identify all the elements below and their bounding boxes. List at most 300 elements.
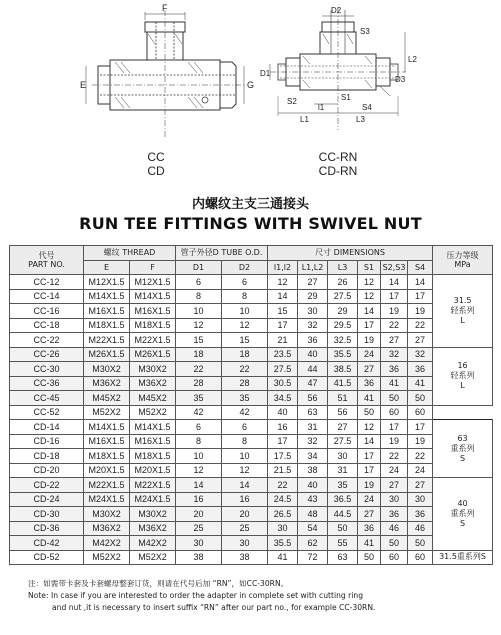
table-cell: 19 (381, 304, 408, 319)
header-col-l1l2: l1,l2 (268, 260, 298, 275)
table-cell: 12 (222, 318, 268, 333)
pressure-rating-cell (433, 478, 493, 551)
table-cell: M42X2 (130, 536, 176, 551)
right-tee-drawing (270, 8, 406, 130)
part-no-cell: CD-22 (10, 478, 84, 493)
header-col-s4: S4 (408, 260, 433, 275)
table-cell: 30 (408, 492, 433, 507)
part-no-cell: CC-26 (10, 347, 84, 362)
part-no-cell: CC-45 (10, 391, 84, 406)
table-cell: M14X1.5 (130, 420, 176, 435)
table-cell: 38 (176, 550, 222, 565)
part-no-cell: CC-14 (10, 289, 84, 304)
table-row (10, 376, 493, 391)
table-cell: 28 (222, 376, 268, 391)
table-row (10, 347, 493, 362)
table-cell: 41 (381, 376, 408, 391)
table-cell: M16X1.5 (130, 304, 176, 319)
table-cell: 6 (176, 420, 222, 435)
table-cell: 14 (358, 304, 381, 319)
table-cell: 35 (222, 391, 268, 406)
label-S1: S1 (341, 93, 351, 102)
pressure-line: 重系列 (450, 508, 475, 518)
table-cell: 17 (408, 420, 433, 435)
table-cell: 30 (381, 492, 408, 507)
table-cell: 22 (381, 318, 408, 333)
table-cell: 14 (358, 434, 381, 449)
caption-right-ccrn: CC-RN (318, 150, 358, 164)
table-cell: 46 (381, 521, 408, 536)
table-cell: 41 (268, 550, 298, 565)
part-no-cell: CD-14 (10, 420, 84, 435)
header-col-f: F (130, 260, 176, 275)
pressure-line: 31.5 (453, 295, 472, 305)
table-cell: M36X2 (130, 376, 176, 391)
table-cell: 10 (176, 449, 222, 464)
table-row (10, 405, 493, 420)
table-cell: 51 (328, 391, 358, 406)
table-cell: 35.5 (268, 536, 298, 551)
table-cell: 41 (408, 376, 433, 391)
table-cell: 19 (358, 333, 381, 348)
table-cell: 6 (222, 420, 268, 435)
table-cell: M22X1.5 (84, 333, 130, 348)
part-no-cell: CD-36 (10, 521, 84, 536)
table-cell: 22 (408, 318, 433, 333)
pressure-rating-cell (433, 550, 493, 565)
table-cell: 6 (176, 275, 222, 290)
table-cell: 31 (298, 420, 328, 435)
table-cell: M16X1.5 (84, 434, 130, 449)
table-cell: 21.5 (268, 463, 298, 478)
pressure-line: 轻系列 (450, 305, 475, 315)
table-cell: 56 (298, 391, 328, 406)
table-cell: 12 (358, 289, 381, 304)
pressure-line: L (460, 381, 465, 390)
label-S4: S4 (362, 103, 372, 112)
table-cell: 35 (176, 391, 222, 406)
label-L1: L1 (300, 115, 309, 124)
table-cell: 27.5 (268, 362, 298, 377)
header-col-d2: D2 (222, 260, 268, 275)
part-no-cell: CD-24 (10, 492, 84, 507)
header-col-L1L2: L1,L2 (298, 260, 328, 275)
table-cell: 36 (298, 333, 328, 348)
table-cell: 41 (358, 536, 381, 551)
table-cell: 41 (358, 391, 381, 406)
header-col-l3: L3 (328, 260, 358, 275)
table-cell: 19 (408, 434, 433, 449)
header-pressure-unit: MPa (454, 260, 471, 269)
table-cell: 46 (408, 521, 433, 536)
table-cell: 38 (298, 463, 328, 478)
table-cell: 60 (408, 550, 433, 565)
table-cell: 60 (381, 405, 408, 420)
table-cell: 14 (268, 289, 298, 304)
table-cell: 26.5 (268, 507, 298, 522)
table-cell: 29 (328, 304, 358, 319)
header-col-s2s3: S2,S3 (381, 260, 408, 275)
header-col-d1: D1 (176, 260, 222, 275)
table-cell: 40 (268, 405, 298, 420)
pressure-line: 31.5重系列S (439, 552, 486, 562)
table-cell: 17 (268, 318, 298, 333)
table-cell: 50 (328, 521, 358, 536)
technical-drawing (0, 0, 501, 190)
label-L3: L3 (356, 115, 365, 124)
table-cell: 17 (381, 420, 408, 435)
table-header-row-1 (10, 246, 493, 261)
table-cell: 50 (408, 391, 433, 406)
table-cell: 72 (298, 550, 328, 565)
title-chinese: 内螺纹主支三通接头 (191, 197, 309, 212)
part-no-cell: CC-12 (10, 275, 84, 290)
table-cell: 18 (176, 347, 222, 362)
table-cell: 30 (298, 304, 328, 319)
table-cell: 27 (358, 362, 381, 377)
table-cell: 36 (358, 521, 381, 536)
table-row (10, 536, 493, 551)
table-cell: M16X1.5 (130, 434, 176, 449)
table-cell: 25 (222, 521, 268, 536)
table-cell: 14 (176, 478, 222, 493)
table-row (10, 507, 493, 522)
table-cell: 30.5 (268, 376, 298, 391)
table-cell: 24 (381, 463, 408, 478)
table-cell: 17 (358, 463, 381, 478)
table-cell: 36 (358, 376, 381, 391)
table-cell: 19 (381, 434, 408, 449)
header-col-e: E (84, 260, 130, 275)
label-G: G (247, 80, 255, 90)
table-cell: 48 (298, 507, 328, 522)
table-cell: 31 (328, 463, 358, 478)
table-cell: 47 (298, 376, 328, 391)
table-cell: 60 (381, 550, 408, 565)
table-cell: 12 (176, 463, 222, 478)
table-cell: 12 (268, 275, 298, 290)
table-cell: 42 (176, 405, 222, 420)
table-cell: M52X2 (84, 405, 130, 420)
header-pressure (433, 246, 493, 275)
label-S2: S2 (287, 97, 297, 106)
header-pressure-cn: 压力等级 (446, 251, 479, 260)
table-row (10, 492, 493, 507)
table-cell: M12X1.5 (130, 275, 176, 290)
table-cell: M36X2 (84, 376, 130, 391)
table-cell: 22 (222, 362, 268, 377)
table-cell: 17 (268, 434, 298, 449)
table-cell: 38 (222, 550, 268, 565)
title-english: RUN TEE FITTINGS WITH SWIVEL NUT (79, 214, 422, 233)
table-cell: 30 (176, 536, 222, 551)
table-cell: 6 (222, 275, 268, 290)
table-cell: 12 (358, 420, 381, 435)
table-cell: 8 (176, 434, 222, 449)
footnote (28, 578, 498, 614)
table-cell: 12 (176, 318, 222, 333)
table-row (10, 333, 493, 348)
table-cell: 16 (176, 492, 222, 507)
table-cell: 40 (298, 478, 328, 493)
table-cell: 24 (358, 347, 381, 362)
table-cell: 16 (268, 420, 298, 435)
label-D3: D3 (395, 75, 406, 84)
table-cell: 22 (176, 362, 222, 377)
table-cell: 27 (358, 507, 381, 522)
part-no-cell: CC-22 (10, 333, 84, 348)
caption-right-cdrn: CD-RN (318, 164, 358, 178)
table-cell: M20X1.5 (84, 463, 130, 478)
table-cell: 36 (408, 362, 433, 377)
table-cell: 56 (328, 405, 358, 420)
part-no-cell: CC-16 (10, 304, 84, 319)
table-cell: 54 (298, 521, 328, 536)
table-cell: 50 (381, 391, 408, 406)
pressure-line: 16 (457, 361, 468, 370)
table-cell: 24 (408, 463, 433, 478)
table-cell: 29 (298, 289, 328, 304)
pressure-rating-cell (433, 275, 493, 348)
table-cell: 8 (176, 289, 222, 304)
table-cell: 38.5 (328, 362, 358, 377)
part-no-cell: CD-52 (10, 550, 84, 565)
header-part-no-cn: 代号 (38, 251, 55, 260)
table-cell: 17.5 (268, 449, 298, 464)
label-l1: l1 (318, 103, 325, 112)
table-cell: 25 (176, 521, 222, 536)
note-english-1: Note: In case if you are interested to order the adapter in complete set with cutting ring (28, 591, 364, 600)
table-cell: 32 (298, 318, 328, 333)
left-tee-drawing (86, 10, 246, 138)
table-cell: 18 (222, 347, 268, 362)
pressure-rating-cell (433, 420, 493, 478)
table-cell: 36 (381, 362, 408, 377)
table-row (10, 463, 493, 478)
table-cell: 60 (408, 405, 433, 420)
table-cell: 32 (381, 347, 408, 362)
table-cell: 32.5 (328, 333, 358, 348)
table-cell: M18X1.5 (84, 318, 130, 333)
table-cell: 23.5 (268, 347, 298, 362)
table-cell: 41.5 (328, 376, 358, 391)
table-row (10, 521, 493, 536)
table-cell: 24 (358, 492, 381, 507)
table-cell: 17 (408, 289, 433, 304)
table-cell: 50 (358, 550, 381, 565)
table-cell: 14 (408, 275, 433, 290)
part-no-cell: CD-18 (10, 449, 84, 464)
table-cell: M52X2 (130, 405, 176, 420)
table-row (10, 275, 493, 290)
table-cell: 50 (358, 405, 381, 420)
table-cell: 27.5 (328, 434, 358, 449)
table-cell: 27 (298, 275, 328, 290)
table-cell: M52X2 (130, 550, 176, 565)
label-L2: L2 (408, 55, 417, 64)
caption-right (312, 150, 364, 178)
table-cell: 27 (408, 333, 433, 348)
table-cell: 10 (222, 304, 268, 319)
table-cell: 19 (408, 304, 433, 319)
table-cell: 27 (328, 420, 358, 435)
pressure-line: 63 (457, 433, 468, 443)
table-cell: M12X1.5 (84, 275, 130, 290)
table-cell: 17 (358, 449, 381, 464)
table-cell: 17 (358, 318, 381, 333)
part-no-cell: CC-30 (10, 362, 84, 377)
header-thread: 螺纹 THREAD (84, 246, 176, 261)
dimension-table (9, 245, 493, 565)
part-no-cell: CD-16 (10, 434, 84, 449)
table-cell: M52X2 (84, 550, 130, 565)
table-row (10, 550, 493, 565)
table-cell: M22X1.5 (130, 478, 176, 493)
table-cell: 30 (222, 536, 268, 551)
caption-left-cc: CC (147, 150, 165, 164)
table-row (10, 289, 493, 304)
table-cell: M22X1.5 (130, 333, 176, 348)
table-row (10, 304, 493, 319)
table-cell: 63 (298, 405, 328, 420)
table-cell: 42 (222, 405, 268, 420)
pressure-line: S (460, 518, 466, 528)
pressure-line: L (460, 315, 465, 325)
table-cell: 50 (381, 536, 408, 551)
table-cell: 14 (381, 275, 408, 290)
table-cell: 35.5 (328, 347, 358, 362)
table-cell: M30X2 (130, 507, 176, 522)
table-cell: 24.5 (268, 492, 298, 507)
table-cell: 22 (408, 449, 433, 464)
header-tube-od: 管子外径D TUBE O.D. (176, 246, 268, 261)
header-dimensions: 尺寸 DIMENSIONS (268, 246, 433, 261)
caption-left-cd: CD (147, 164, 165, 178)
table-cell: M16X1.5 (84, 304, 130, 319)
table-cell: M45X2 (130, 391, 176, 406)
header-part-no-en: PART NO. (28, 260, 65, 269)
table-cell: 43 (298, 492, 328, 507)
table-cell: M14X1.5 (130, 289, 176, 304)
table-cell: 30 (328, 449, 358, 464)
table-cell: 36 (381, 507, 408, 522)
table-cell: 50 (408, 536, 433, 551)
table-cell: M26X1.5 (84, 347, 130, 362)
table-cell: 26 (328, 275, 358, 290)
table-cell: 34.5 (268, 391, 298, 406)
table-cell: 8 (222, 289, 268, 304)
label-E: E (80, 80, 87, 90)
table-cell: 15 (176, 333, 222, 348)
table-cell: 44 (298, 362, 328, 377)
table-cell: 35 (328, 478, 358, 493)
table-cell: M30X2 (130, 362, 176, 377)
table-cell: 22 (381, 449, 408, 464)
table-cell: 16 (222, 492, 268, 507)
table-cell: 34 (298, 449, 328, 464)
note-english-2: and nut ,it is necessary to insert suffix “RN” after our part no., for example CC-30RN. (52, 603, 376, 612)
table-body (10, 275, 493, 565)
label-D2: D2 (331, 6, 342, 15)
table-cell: 44.5 (328, 507, 358, 522)
table-cell: 36.5 (328, 492, 358, 507)
table-cell: 10 (222, 449, 268, 464)
part-no-cell: CD-20 (10, 463, 84, 478)
label-S3: S3 (360, 27, 370, 36)
table-cell: M36X2 (130, 521, 176, 536)
table-cell: 27 (381, 478, 408, 493)
table-cell: M45X2 (84, 391, 130, 406)
part-no-cell: CD-30 (10, 507, 84, 522)
table-cell: 22 (268, 478, 298, 493)
table-cell: 14 (222, 478, 268, 493)
table-cell: 19 (358, 478, 381, 493)
table-cell: 62 (298, 536, 328, 551)
table-cell: 32 (298, 434, 328, 449)
table-row (10, 420, 493, 435)
table-cell: M14X1.5 (84, 289, 130, 304)
table-cell: 12 (222, 463, 268, 478)
caption-left (136, 150, 176, 178)
part-no-cell: CC-52 (10, 405, 84, 420)
table-cell: 15 (268, 304, 298, 319)
table-cell: 55 (328, 536, 358, 551)
header-part-no (10, 246, 84, 275)
table-cell: 15 (222, 333, 268, 348)
table-cell: M36X2 (84, 521, 130, 536)
table-cell: M22X1.5 (84, 478, 130, 493)
pressure-line: 轻系列 (450, 371, 475, 380)
table-cell: M42X2 (84, 536, 130, 551)
table-cell: 8 (222, 434, 268, 449)
table-cell: 17 (381, 289, 408, 304)
table-cell: 27.5 (328, 289, 358, 304)
table-cell: 21 (268, 333, 298, 348)
table-cell: M18X1.5 (130, 318, 176, 333)
table-cell: 32 (408, 347, 433, 362)
table-cell: M18X1.5 (84, 449, 130, 464)
table-row (10, 391, 493, 406)
pressure-line: 重系列 (450, 443, 475, 453)
table-cell: 63 (328, 550, 358, 565)
part-no-cell: CD-42 (10, 536, 84, 551)
table-cell: 28 (176, 376, 222, 391)
part-no-cell: CC-18 (10, 318, 84, 333)
table-cell: 27 (408, 478, 433, 493)
label-F: F (162, 3, 168, 13)
table-cell: M26X1.5 (130, 347, 176, 362)
table-row (10, 434, 493, 449)
table-cell: M24X1.5 (130, 492, 176, 507)
table-cell: M18X1.5 (130, 449, 176, 464)
table-cell: 29.5 (328, 318, 358, 333)
pressure-line: S (460, 453, 466, 463)
table-cell: 27 (381, 333, 408, 348)
table-row (10, 362, 493, 377)
table-cell: M30X2 (84, 507, 130, 522)
table-cell: 40 (298, 347, 328, 362)
table-row (10, 318, 493, 333)
pressure-line: 40 (457, 498, 468, 508)
part-no-cell: CC-36 (10, 376, 84, 391)
table-cell: M30X2 (84, 362, 130, 377)
table-cell: 12 (358, 275, 381, 290)
table-cell: M20X1.5 (130, 463, 176, 478)
table-cell: 20 (222, 507, 268, 522)
table-cell: 20 (176, 507, 222, 522)
pressure-rating-cell (433, 347, 493, 405)
label-D1: D1 (260, 69, 271, 78)
